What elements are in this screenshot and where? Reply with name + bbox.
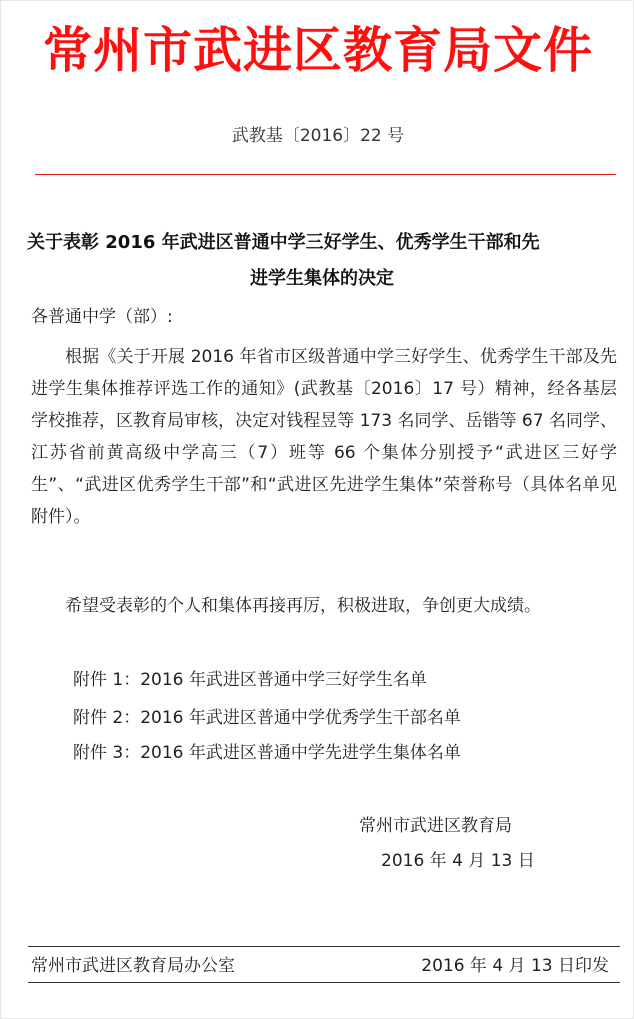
document-heading xyxy=(27,225,617,297)
body-paragraph-1: 根据《关于开展 2016 年省市区级普通中学三好学生、优秀学生干部及先进学生集体推荐评选工作的通知》(武教基〔2016〕17 号）精神，经各基层学校推荐，区教育局审核，决定对钱程昱等 173 名同学、岳锴等 67 名同学、江苏省前黄高级中学高三（7）班等 66 个集体分别授予“武进区三好学生”、“武进区优秀学生干部”和“武进区先进学生集体”荣誉称号（具体名单见附件）。 xyxy=(31,347,617,527)
body-paragraph-2: 希望受表彰的个人和集体再接再厉，积极进取，争创更大成绩。 xyxy=(65,596,541,616)
document-header-title: 常州市武进区教育局文件 xyxy=(42,22,593,79)
document-number: 武教基〔2016〕22 号 xyxy=(231,126,405,146)
signature-organization: 常州市武进区教育局 xyxy=(359,816,512,836)
heading-line-1: 关于表彰 2016 年武进区普通中学三好学生、优秀学生干部和先 xyxy=(27,232,540,253)
footer-top-rule xyxy=(28,946,620,947)
salutation: 各普通中学（部）: xyxy=(31,307,173,327)
heading-line-2: 进学生集体的决定 xyxy=(250,268,394,289)
footer-print-date: 2016 年 4 月 13 日印发 xyxy=(421,956,609,976)
attachment-item-3: 附件 3：2016 年武进区普通中学先进学生集体名单 xyxy=(73,743,461,763)
signature-date: 2016 年 4 月 13 日 xyxy=(381,851,535,871)
attachment-item-1: 附件 1：2016 年武进区普通中学三好学生名单 xyxy=(73,670,427,690)
header-red-rule xyxy=(35,174,616,175)
footer-issuing-office: 常州市武进区教育局办公室 xyxy=(31,956,235,976)
attachment-item-2: 附件 2：2016 年武进区普通中学优秀学生干部名单 xyxy=(73,708,461,728)
footer-bottom-rule xyxy=(28,982,620,983)
